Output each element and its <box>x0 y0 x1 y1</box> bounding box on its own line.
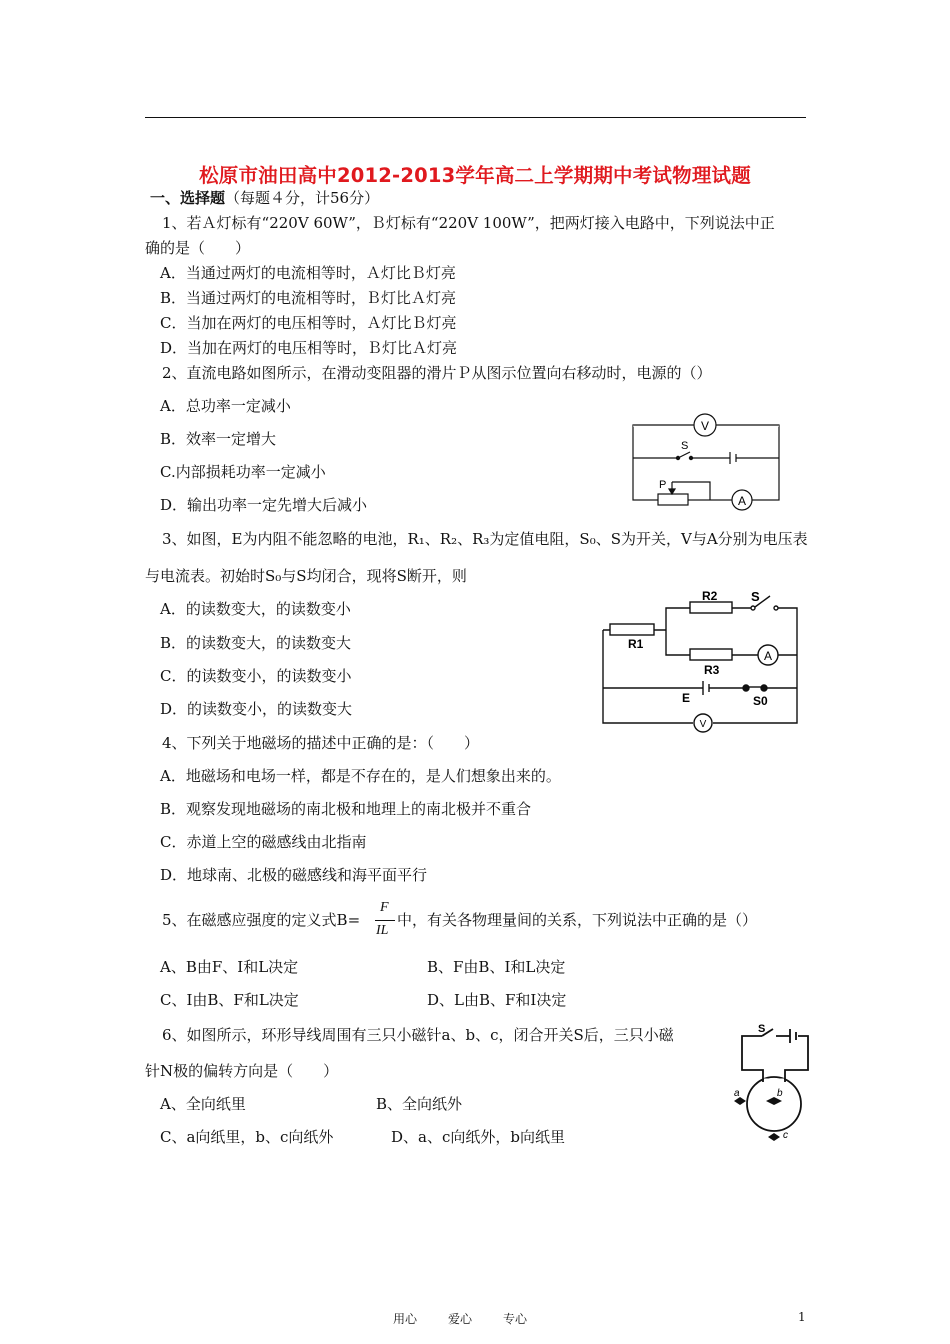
q6-needle-c-icon <box>768 1133 780 1141</box>
q6-option-a: A、全向纸里 <box>160 1095 246 1113</box>
q1-stem-line2: 确的是（ ） <box>145 239 251 257</box>
q1-option-b: B．当通过两灯的电流相等时，Ｂ灯比Ａ灯亮 <box>160 289 457 307</box>
q3-circuit-figure <box>598 588 803 736</box>
q2-rheostat-icon <box>658 494 688 505</box>
q3-option-c: C．的读数变小，的读数变小 <box>160 667 352 685</box>
q6-option-c: C、a向纸里，b、c向纸外 <box>160 1128 334 1146</box>
q3-label-v: V <box>699 719 707 730</box>
q5-fraction-bar <box>375 920 395 921</box>
q6-option-d: D、a、c向纸外，b向纸里 <box>391 1128 565 1146</box>
q4-option-c: C．赤道上空的磁感线由北指南 <box>160 833 367 851</box>
q2-label-p: P <box>659 479 667 491</box>
footer-item-1: 用心 <box>393 1312 418 1326</box>
q6-label-s: S <box>758 1023 766 1035</box>
q5-option-c: C、I由B、F和L决定 <box>160 991 299 1009</box>
q4-stem: 4、下列关于地磁场的描述中正确的是：（ ） <box>162 734 480 752</box>
q3-stem-line2: 与电流表。初始时S₀与S均闭合，现将S断开，则 <box>145 567 467 585</box>
q3-r2-icon <box>690 602 732 613</box>
q1-option-d: D．当加在两灯的电压相等时，Ｂ灯比Ａ灯亮 <box>160 339 458 357</box>
q3-label-s: S <box>751 589 760 604</box>
q3-stem-line1: 3、如图，E为内阻不能忽略的电池，R₁、R₂、R₃为定值电阻，S₀、S为开关，V与A分别为电压表 <box>162 530 808 548</box>
q2-option-c: C.内部损耗功率一定减小 <box>160 463 326 481</box>
page-number: 1 <box>798 1310 806 1324</box>
q5-option-b: B、F由B、I和L决定 <box>427 958 566 976</box>
q3-label-r1: R1 <box>628 637 644 651</box>
q1-option-a: A．当通过两灯的电流相等时，Ａ灯比Ｂ灯亮 <box>160 264 456 282</box>
q5-fraction-numerator: F <box>380 900 389 915</box>
q3-option-a: A．的读数变大，的读数变小 <box>160 600 351 618</box>
q6-stem-line1: 6、如图所示，环形导线周围有三只小磁针a、b、c，闭合开关S后，三只小磁 <box>162 1026 674 1044</box>
page-title: 松原市油田高中2012-2013学年高二上学期期中考试物理试题 <box>199 164 751 187</box>
q6-stem-line2: 针N极的偏转方向是（ ） <box>145 1062 339 1080</box>
q2-option-a: A．总功率一定减小 <box>160 397 291 415</box>
section-heading-line <box>150 188 379 208</box>
q4-option-b: B．观察发现地磁场的南北极和地理上的南北极并不重合 <box>160 800 532 818</box>
q3-label-s0: S0 <box>753 694 768 708</box>
q2-option-b: B．效率一定增大 <box>160 430 277 448</box>
footer-item-2: 爱心 <box>448 1312 473 1326</box>
q3-label-r3: R3 <box>704 663 720 677</box>
q1-stem-line1: 1、若Ａ灯标有“220V 60W”，Ｂ灯标有“220V 100W”，把两灯接入电路中，下列说法中正 <box>162 214 775 232</box>
q5-fraction-denominator: IL <box>376 923 389 938</box>
q2-stem: 2、直流电路如图所示，在滑动变阻器的滑片Ｐ从图示位置向右移动时，电源的（） <box>162 364 712 382</box>
section-heading: 一、选择题 <box>150 189 226 207</box>
q3-r3-icon <box>690 649 732 660</box>
q2-circuit-figure <box>630 410 785 510</box>
footer-item-3: 专心 <box>503 1312 528 1326</box>
q6-label-a: a <box>734 1088 740 1099</box>
q2-label-v: V <box>700 419 710 433</box>
q4-option-d: D．地球南、北极的磁感线和海平面平行 <box>160 866 428 884</box>
q4-option-a: A．地磁场和电场一样，都是不存在的，是人们想象出来的。 <box>160 767 561 785</box>
q3-option-d: D．的读数变小，的读数变大 <box>160 700 353 718</box>
q3-option-b: B．的读数变大，的读数变大 <box>160 634 352 652</box>
q3-label-a: A <box>763 649 773 663</box>
q2-option-d: D．输出功率一定先增大后减小 <box>160 496 368 514</box>
q5-option-d: D、L由B、F和I决定 <box>427 991 567 1009</box>
header-rule <box>145 117 806 118</box>
q5-stem-suffix: 中，有关各物理量间的关系，下列说法中正确的是（） <box>397 911 758 929</box>
q6-option-b: B、全向纸外 <box>376 1095 463 1113</box>
q6-label-b: b <box>777 1088 783 1099</box>
q5-stem-prefix: 5、在磁感应强度的定义式B= <box>162 911 361 929</box>
q3-label-e: E <box>682 691 691 705</box>
section-note: （每题４分，计56分） <box>225 189 380 207</box>
q2-label-s: S <box>681 440 689 452</box>
q3-r1-icon <box>610 624 654 635</box>
q1-option-c: C．当加在两灯的电压相等时，Ａ灯比Ｂ灯亮 <box>160 314 457 332</box>
q2-label-a: A <box>737 494 747 508</box>
q5-option-a: A、B由F、I和L决定 <box>160 958 299 976</box>
q6-label-c: c <box>783 1130 788 1141</box>
q3-label-r2: R2 <box>702 589 718 603</box>
q6-ring-figure <box>728 1020 818 1145</box>
